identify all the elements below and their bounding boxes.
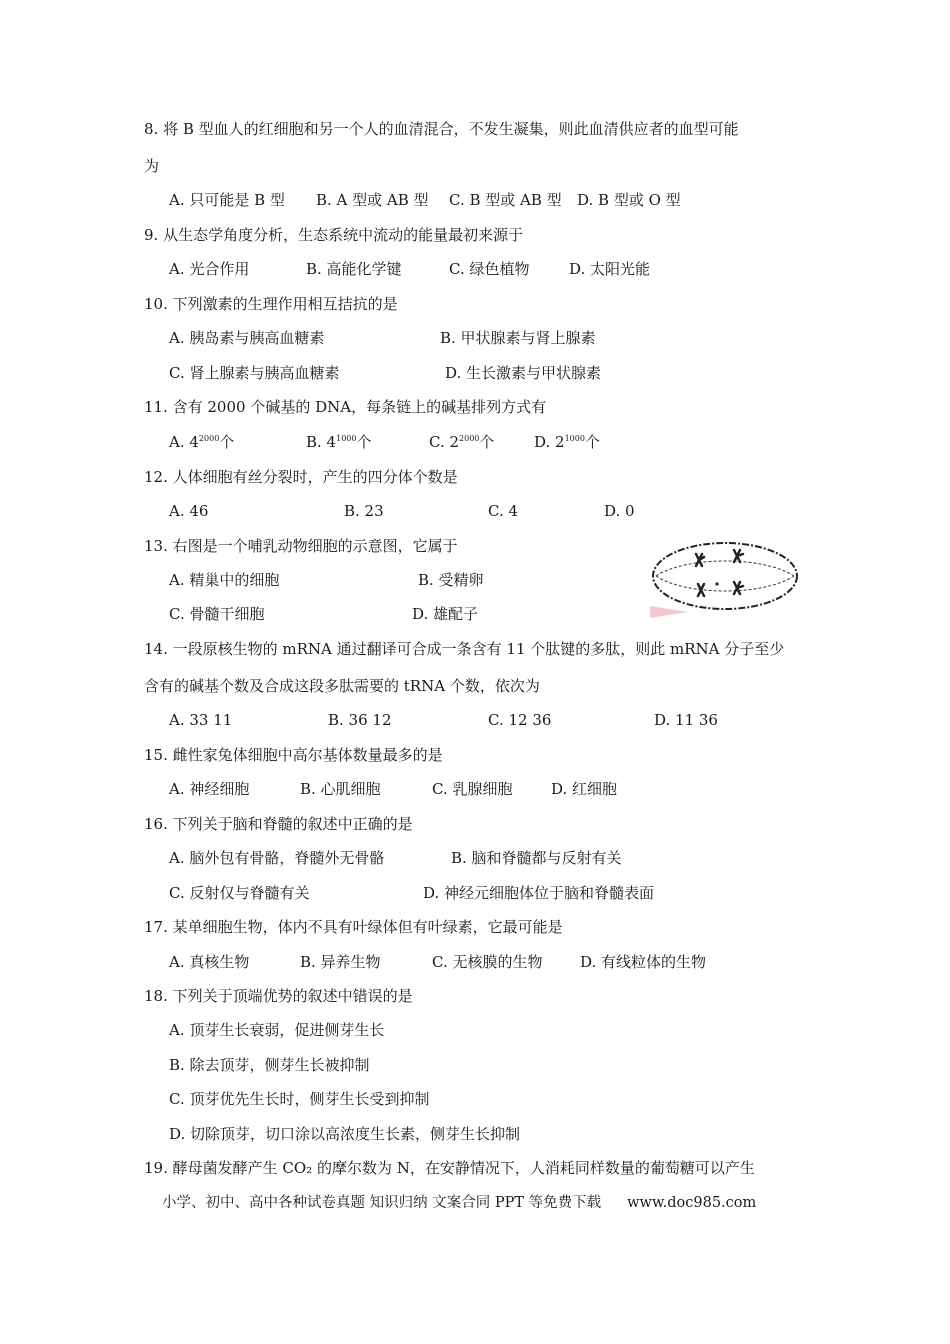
q11-stem: 11. 含有 2000 个碱基的 DNA，每条链上的碱基排列方式有 <box>144 398 547 416</box>
q8-option-c: C. B 型或 AB 型 <box>449 191 562 209</box>
q10-option-d: D. 生长激素与甲状腺素 <box>445 364 602 382</box>
q12-option-a: A. 46 <box>169 502 209 520</box>
q11-option-a-unit: 个 <box>219 433 235 451</box>
centriole-dot <box>715 582 718 585</box>
q11-option-b-base: B. 4 <box>306 433 337 451</box>
cell-membrane-outline <box>653 543 797 609</box>
q11-option-d-unit: 个 <box>584 433 600 451</box>
q9-option-b: B. 高能化学键 <box>306 260 402 278</box>
q17-option-c: C. 无核膜的生物 <box>432 953 543 971</box>
page-footer <box>162 1191 756 1212</box>
q8-option-b: B. A 型或 AB 型 <box>316 191 429 209</box>
q8-stem-line1: 8. 将 B 型血人的红细胞和另一个人的血清混合，不发生凝集，则此血清供应者的血型可能 <box>144 120 739 138</box>
q13-stem: 13. 右图是一个哺乳动物细胞的示意图，它属于 <box>144 537 458 555</box>
q13-option-a: A. 精巢中的细胞 <box>169 571 280 589</box>
q9-option-d: D. 太阳光能 <box>569 260 651 278</box>
q18-option-b: B. 除去顶芽，侧芽生长被抑制 <box>169 1056 370 1074</box>
q14-option-c: C. 12 36 <box>488 711 552 729</box>
q11-option-c-base: C. 2 <box>429 433 460 451</box>
q13-option-b: B. 受精卵 <box>418 571 484 589</box>
q10-option-a: A. 胰岛素与胰高血糖素 <box>169 329 325 347</box>
q9-option-c: C. 绿色植物 <box>449 260 530 278</box>
q9-stem: 9. 从生态学角度分析，生态系统中流动的能量最初来源于 <box>144 226 524 244</box>
q11-option-a-base: A. 4 <box>169 433 199 451</box>
q19-stem-line1: 19. 酵母菌发酵产生 CO₂ 的摩尔数为 N，在安静情况下，人消耗同样数量的葡萄糖可以产生 <box>144 1159 755 1177</box>
q12-option-c: C. 4 <box>488 502 519 520</box>
q9-option-a: A. 光合作用 <box>169 260 250 278</box>
q15-option-d: D. 红细胞 <box>551 780 618 798</box>
q11-option-d-base: D. 2 <box>534 433 565 451</box>
q13-option-c: C. 骨髓干细胞 <box>169 605 265 623</box>
q18-option-a: A. 顶芽生长衰弱，促进侧芽生长 <box>169 1021 385 1039</box>
q11-option-c-exponent: 2000 <box>459 434 480 443</box>
q17-option-d: D. 有线粒体的生物 <box>580 953 707 971</box>
q16-option-c: C. 反射仅与脊髓有关 <box>169 884 310 902</box>
spindle-fibers <box>656 561 794 591</box>
q8-option-a: A. 只可能是 B 型 <box>169 191 285 209</box>
footer-url[interactable]: www.doc985.com <box>627 1195 757 1211</box>
q16-option-b: B. 脑和脊髓都与反射有关 <box>451 849 622 867</box>
q17-option-b: B. 异养生物 <box>300 953 381 971</box>
q10-stem: 10. 下列激素的生理作用相互拮抗的是 <box>144 295 398 313</box>
q11-option-c <box>429 432 494 452</box>
q17-option-a: A. 真核生物 <box>169 953 250 971</box>
q11-option-a <box>169 432 234 452</box>
q12-option-b: B. 23 <box>344 502 384 520</box>
q14-option-a: A. 33 11 <box>169 711 233 729</box>
q11-option-b-exponent: 1000 <box>336 434 357 443</box>
q15-option-c: C. 乳腺细胞 <box>432 780 513 798</box>
q8-option-d: D. B 型或 O 型 <box>577 191 681 209</box>
q10-option-b: B. 甲状腺素与肾上腺素 <box>440 329 596 347</box>
q10-option-c: C. 肾上腺素与胰高血糖素 <box>169 364 340 382</box>
q15-stem: 15. 雌性家兔体细胞中高尔基体数量最多的是 <box>144 746 443 764</box>
q18-stem: 18. 下列关于顶端优势的叙述中错误的是 <box>144 987 413 1005</box>
q11-option-d-exponent: 1000 <box>564 434 585 443</box>
q8-stem-line2: 为 <box>144 157 160 175</box>
cell-division-figure <box>646 538 804 620</box>
q17-stem: 17. 某单细胞生物，体内不具有叶绿体但有叶绿素，它最可能是 <box>144 918 563 936</box>
q11-option-c-unit: 个 <box>479 433 495 451</box>
q16-option-d: D. 神经元细胞体位于脑和脊髓表面 <box>423 884 655 902</box>
q11-option-a-exponent: 2000 <box>198 434 220 443</box>
q16-option-a: A. 脑外包有骨骼，脊髓外无骨骼 <box>169 849 385 867</box>
q15-option-a: A. 神经细胞 <box>169 780 250 798</box>
q14-stem-line1: 14. 一段原核生物的 mRNA 通过翻译可合成一条含有 11 个肽键的多肽，则此 mRNA 分子至少 <box>144 640 785 658</box>
q12-stem: 12. 人体细胞有丝分裂时，产生的四分体个数是 <box>144 468 458 486</box>
q15-option-b: B. 心肌细胞 <box>300 780 381 798</box>
q14-option-d: D. 11 36 <box>654 711 718 729</box>
q18-option-c: C. 顶芽优先生长时，侧芽生长受到抑制 <box>169 1090 430 1108</box>
q11-option-b <box>306 432 371 452</box>
q11-option-b-unit: 个 <box>356 433 372 451</box>
q14-stem-line2: 含有的碱基个数及合成这段多肽需要的 tRNA 个数，依次为 <box>144 677 540 695</box>
footer-text: 小学、初中、高中各种试卷真题 知识归纳 文案合同 PPT 等免费下载 <box>162 1195 602 1211</box>
q14-option-b: B. 36 12 <box>328 711 392 729</box>
q18-option-d: D. 切除顶芽，切口涂以高浓度生长素，侧芽生长抑制 <box>169 1125 521 1143</box>
q12-option-d: D. 0 <box>604 502 635 520</box>
q16-stem: 16. 下列关于脑和脊髓的叙述中正确的是 <box>144 815 413 833</box>
q13-option-d: D. 雄配子 <box>412 605 479 623</box>
figure-pink-corner <box>650 606 688 618</box>
chromosomes <box>696 550 743 596</box>
q11-option-d <box>534 432 600 452</box>
